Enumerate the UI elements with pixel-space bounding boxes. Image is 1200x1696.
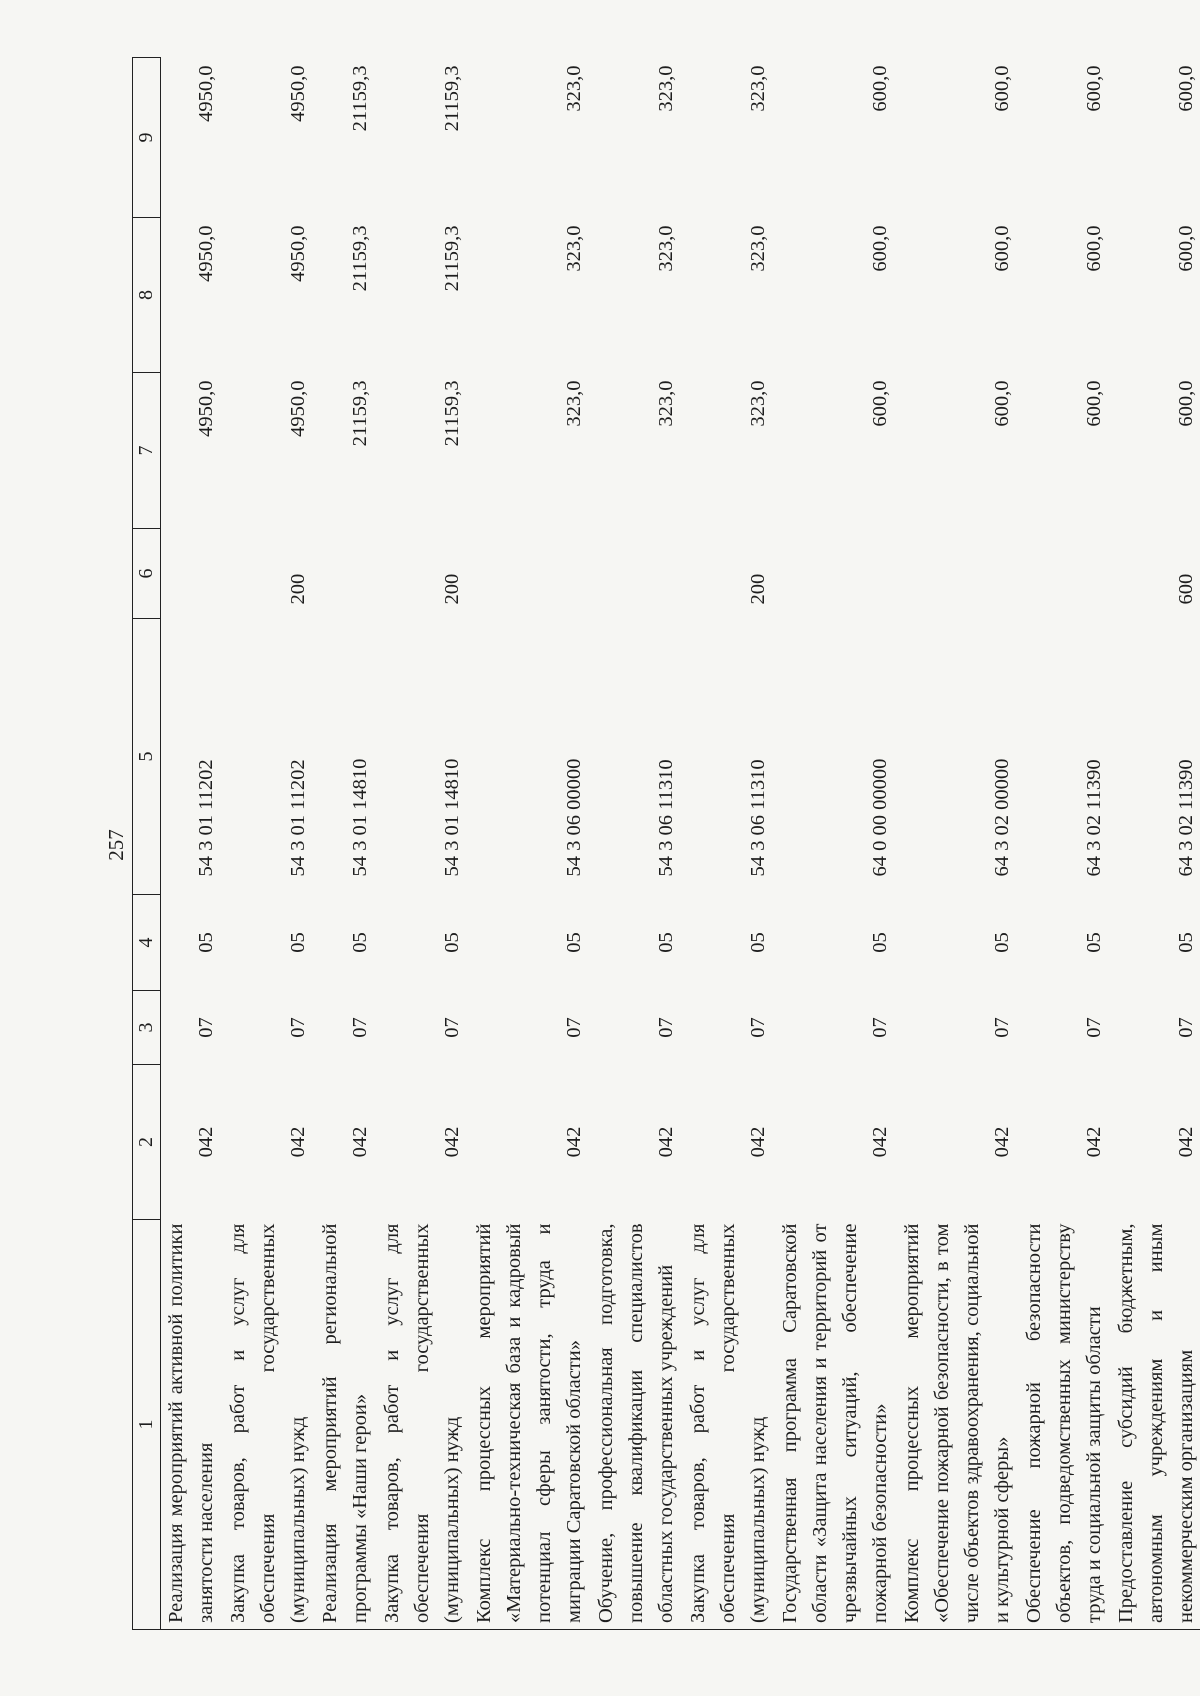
table-row (897, 58, 1019, 1630)
row-name: Комплекс процессных мероприятий «Обеспечение пожарной безопасности, в том числе объектов здравоохранения, социальной и культурной сферы» (897, 1220, 1019, 1630)
row-subsection: 05 (747, 932, 769, 953)
row-amount-7: 600,0 (869, 380, 891, 427)
row-amount-7: 600,0 (991, 380, 1013, 427)
row-expense-type: 200 (747, 573, 769, 605)
row-ved-code: 042 (349, 1126, 371, 1158)
row-ved-code: 042 (287, 1126, 309, 1158)
row-subsection: 05 (1083, 932, 1105, 953)
table-row (377, 58, 469, 1630)
row-amount-7: 323,0 (655, 380, 677, 427)
row-ved-code: 042 (441, 1126, 463, 1158)
header-col-4: 4 (133, 895, 161, 991)
row-ved-code: 042 (563, 1126, 585, 1158)
table-row (775, 58, 897, 1630)
row-ved-code: 042 (869, 1126, 891, 1158)
header-col-3: 3 (133, 991, 161, 1065)
table-row (315, 58, 377, 1630)
row-section: 07 (563, 1017, 585, 1038)
row-amount-7: 600,0 (1083, 380, 1105, 427)
row-target-item: 54 3 01 11202 (287, 759, 309, 877)
row-amount-7: 21159,3 (441, 380, 463, 447)
row-expense-type: 600 (1175, 573, 1197, 605)
header-col-7: 7 (133, 373, 161, 529)
row-name: Реализация мероприятий региональной программы «Наши герои» (315, 1220, 377, 1630)
row-target-item: 54 3 06 11310 (747, 759, 769, 877)
row-amount-7: 21159,3 (349, 380, 371, 447)
row-name: Обучение, профессиональная подготовка, повышение квалификации специалистов областных государственных учреждений (591, 1220, 683, 1630)
row-expense-type (775, 529, 897, 619)
row-amount-9: 600,0 (1083, 65, 1105, 112)
row-subsection: 05 (287, 932, 309, 953)
row-amount-8: 323,0 (563, 225, 585, 272)
row-amount-8: 4950,0 (287, 225, 309, 282)
row-amount-9: 600,0 (991, 65, 1013, 112)
budget-table (132, 57, 1200, 1630)
row-expense-type (897, 529, 1019, 619)
row-subsection: 05 (441, 932, 463, 953)
row-name: Реализация мероприятий активной политики занятости населения (161, 1220, 224, 1630)
row-name: Закупка товаров, работ и услуг для обеспечения государственных (муниципальных) нужд (683, 1220, 775, 1630)
row-amount-7: 4950,0 (287, 380, 309, 437)
header-col-8: 8 (133, 218, 161, 373)
row-expense-type (315, 529, 377, 619)
row-amount-9: 323,0 (563, 65, 585, 112)
row-amount-9: 323,0 (655, 65, 677, 112)
row-amount-7: 4950,0 (195, 380, 217, 437)
row-amount-7: 323,0 (563, 380, 585, 427)
row-section: 07 (1175, 1017, 1197, 1038)
table-row (591, 58, 683, 1630)
row-ved-code: 042 (1175, 1126, 1197, 1158)
row-ved-code: 042 (655, 1126, 677, 1158)
row-ved-code: 042 (991, 1126, 1013, 1158)
row-amount-8: 4950,0 (195, 225, 217, 282)
row-ved-code: 042 (747, 1126, 769, 1158)
row-section: 07 (195, 1017, 217, 1038)
row-section: 07 (747, 1017, 769, 1038)
row-section: 07 (349, 1017, 371, 1038)
row-section: 07 (655, 1017, 677, 1038)
table-row (223, 58, 315, 1630)
row-target-item: 54 3 01 14810 (349, 758, 371, 877)
budget-table-frame (132, 58, 1197, 1630)
row-amount-8: 323,0 (747, 225, 769, 272)
row-expense-type (469, 529, 591, 619)
row-name: Обеспечение пожарной безопасности объектов, подведомственных министерству труда и социальной защиты области (1019, 1220, 1111, 1630)
header-col-2: 2 (133, 1065, 161, 1220)
row-subsection: 05 (655, 932, 677, 953)
row-amount-9: 323,0 (747, 65, 769, 112)
row-amount-9: 600,0 (1175, 65, 1197, 112)
row-expense-type (591, 529, 683, 619)
row-amount-7: 323,0 (747, 380, 769, 427)
row-subsection: 05 (991, 932, 1013, 953)
row-expense-type: 200 (441, 573, 463, 605)
row-target-item: 54 3 06 11310 (655, 759, 677, 877)
row-amount-7: 600,0 (1175, 380, 1197, 427)
table-row (469, 58, 591, 1630)
row-subsection: 05 (869, 932, 891, 953)
table-row (683, 58, 775, 1630)
table-header (133, 58, 161, 1630)
row-expense-type (161, 529, 224, 619)
row-amount-8: 21159,3 (349, 225, 371, 292)
row-target-item: 54 3 01 14810 (441, 758, 463, 877)
row-amount-8: 21159,3 (441, 225, 463, 292)
row-subsection: 05 (563, 932, 585, 953)
row-section: 07 (1083, 1017, 1105, 1038)
row-expense-type (1019, 529, 1111, 619)
row-subsection: 05 (1175, 932, 1197, 953)
row-subsection: 05 (349, 932, 371, 953)
row-amount-9: 4950,0 (195, 65, 217, 122)
row-subsection: 05 (195, 932, 217, 953)
row-section: 07 (287, 1017, 309, 1038)
row-section: 07 (991, 1017, 1013, 1038)
row-name: Закупка товаров, работ и услуг для обеспечения государственных (муниципальных) нужд (377, 1220, 469, 1630)
row-name: Государственная программа Саратовской области «Защита населения и территорий от чрезвычайных ситуаций, обеспечение пожарной безопасности» (775, 1220, 897, 1630)
table-row (1019, 58, 1111, 1630)
row-name: Комплекс процессных мероприятий «Материально-техническая база и кадровый потенциал сферы занятости, труда и миграции Саратовской области» (469, 1220, 591, 1630)
table-body (161, 58, 1200, 1630)
row-target-item: 64 0 00 00000 (869, 758, 891, 877)
table-row (161, 58, 224, 1630)
row-target-item: 64 3 02 00000 (991, 758, 1013, 877)
row-target-item: 64 3 02 11390 (1083, 759, 1105, 877)
row-target-item: 54 3 01 11202 (195, 759, 217, 877)
row-expense-type: 200 (287, 573, 309, 605)
row-ved-code: 042 (1083, 1126, 1105, 1158)
row-ved-code: 042 (195, 1126, 217, 1158)
header-col-9: 9 (133, 58, 161, 218)
row-amount-8: 600,0 (1083, 225, 1105, 272)
row-name: Предоставление субсидий бюджетным, автономным учреждениям и иным некоммерческим организациям (1111, 1220, 1200, 1630)
row-name: Закупка товаров, работ и услуг для обеспечения государственных (муниципальных) нужд (223, 1220, 315, 1630)
row-amount-8: 600,0 (991, 225, 1013, 272)
row-amount-9: 21159,3 (349, 65, 371, 132)
row-amount-9: 21159,3 (441, 65, 463, 132)
row-target-item: 64 3 02 11390 (1175, 759, 1197, 877)
header-col-6: 6 (133, 529, 161, 619)
table-row (1111, 58, 1200, 1630)
row-section: 07 (441, 1017, 463, 1038)
row-amount-9: 600,0 (869, 65, 891, 112)
row-target-item: 54 3 06 00000 (563, 758, 585, 877)
row-amount-9: 4950,0 (287, 65, 309, 122)
header-col-1: 1 (133, 1220, 161, 1630)
row-amount-8: 323,0 (655, 225, 677, 272)
row-section: 07 (869, 1017, 891, 1038)
page-number: 257 (104, 829, 128, 861)
header-col-5: 5 (133, 619, 161, 895)
row-amount-8: 600,0 (1175, 225, 1197, 272)
row-amount-8: 600,0 (869, 225, 891, 272)
